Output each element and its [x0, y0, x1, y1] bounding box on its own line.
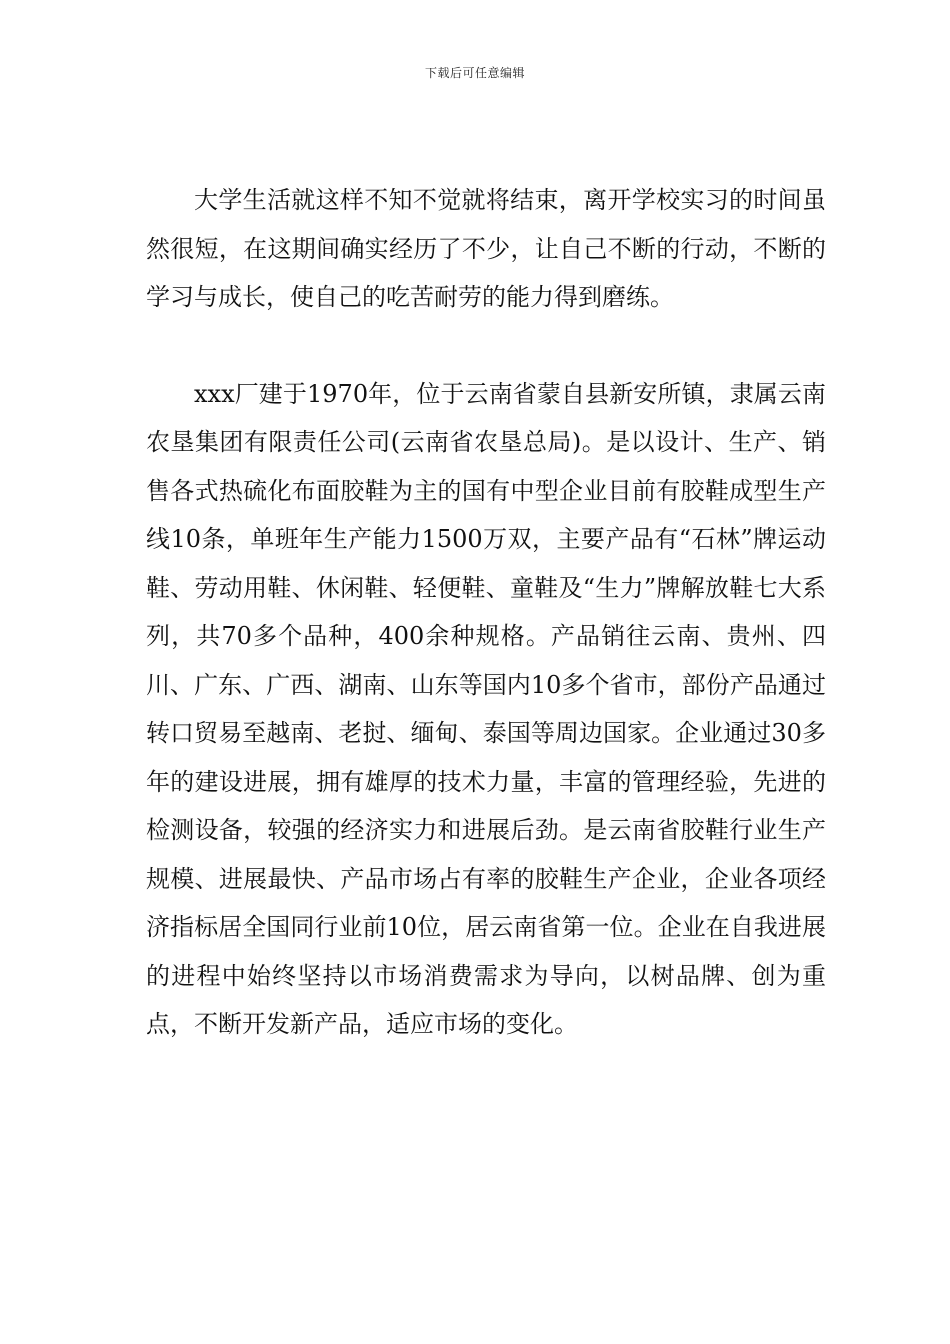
- document-body: [146, 176, 826, 1049]
- paragraph-internship-intro: 大学生活就这样不知不觉就将结束，离开学校实习的时间虽然很短，在这期间确实经历了不少，让自己不断的行动，不断的学习与成长，使自己的吃苦耐劳的能力得到磨练。: [146, 186, 826, 311]
- paragraph-factory-profile: xxx厂建于1970年，位于云南省蒙自县新安所镇，隶属云南农垦集团有限责任公司(云南省农垦总局)。是以设计、生产、销售各式热硫化布面胶鞋为主的国有中型企业目前有胶鞋成型生产线10条，单班年生产能力1500万双，主要产品有“石林”牌运动鞋、劳动用鞋、休闲鞋、轻便鞋、童鞋及“生力”牌解放鞋七大系列，共70多个品种，400余种规格。产品销往云南、贵州、四川、广东、广西、湖南、山东等国内10多个省市，部份产品通过转口贸易至越南、老挝、缅甸、泰国等周边国家。企业通过30多年的建设进展，拥有雄厚的技术力量，丰富的管理经验，先进的检测设备，较强的经济实力和进展后劲。是云南省胶鞋行业生产规模、进展最快、产品市场占有率的胶鞋生产企业，企业各项经济指标居全国同行业前10位，居云南省第一位。企业在自我进展的进程中始终坚持以市场消费需求为导向，以树品牌、创为重点，不断开发新产品，适应市场的变化。: [146, 379, 826, 1038]
- header-note: 下载后可任意编辑: [424, 66, 525, 80]
